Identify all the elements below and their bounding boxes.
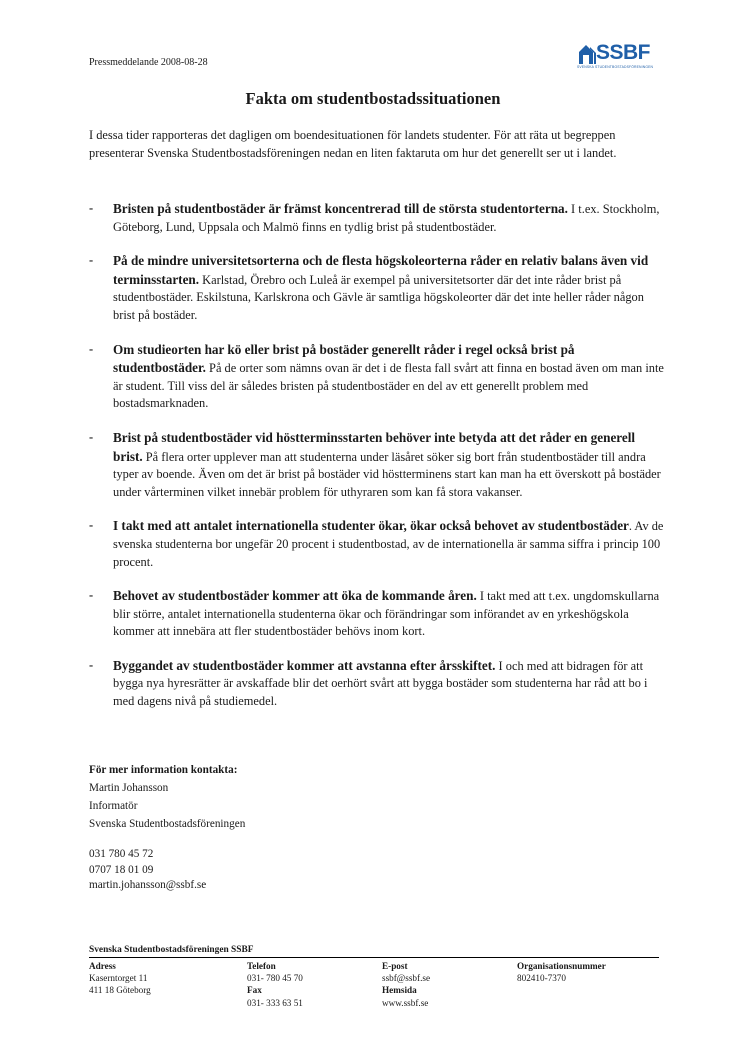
footer-web-label: Hemsida bbox=[382, 985, 417, 996]
footer-web-value[interactable]: www.ssbf.se bbox=[382, 997, 429, 1008]
fact-text: I takt med att t.ex. ungdomskullarna blir större, antalet internationella studenterna ökar och förändringar som införandet av en yrkeshögskola kommer att innebära att fler studentbostäder behövs inom kort. bbox=[113, 589, 660, 639]
footer-address-line2: 411 18 Göteborg bbox=[89, 985, 151, 996]
contact-mobile: 0707 18 01 09 bbox=[89, 863, 154, 876]
footer-orgnr bbox=[517, 960, 606, 984]
footer-fax-label: Fax bbox=[247, 985, 262, 996]
bullet-dash: - bbox=[89, 253, 94, 268]
fact-text: . Av de svenska studenterna bor ungefär 20 procent i studentbostad, av de internationella är samma siffra i princip 100 procent. bbox=[113, 519, 664, 569]
footer-phone-label: Telefon bbox=[247, 961, 276, 971]
footer-email-value[interactable]: ssbf@ssbf.se bbox=[382, 973, 431, 984]
bullet-dash: - bbox=[89, 201, 94, 215]
fact-item bbox=[89, 587, 664, 641]
bullet-dash: - bbox=[89, 518, 94, 533]
fact-text: Karlstad, Örebro och Luleå är exempel på universitetsorter där det inte råder brist på studentbostäder. Eskilstuna, Karlskrona och Gävle är samtliga högskoleorter där det inte heller råder någon brist på bostäder. bbox=[113, 272, 644, 322]
footer-divider bbox=[89, 957, 659, 958]
logo-subtext: SVENSKA STUDENTBOSTADSFÖRENINGEN bbox=[577, 65, 654, 69]
footer bbox=[89, 944, 659, 1008]
contact-phone: 031 780 45 72 bbox=[89, 848, 154, 860]
footer-orgnr-value: 802410-7370 bbox=[517, 973, 566, 984]
contact-role: Informatör bbox=[89, 800, 138, 812]
fact-text: På de orter som nämns ovan är det i de flesta fall svårt att finna en bostad även om man inte är student. Till viss del är således bristen på studentbostäder en del av ett generellt problem med bostadsmarknaden. bbox=[113, 361, 664, 411]
fact-lead: Byggandet av studentbostäder kommer att avstanna efter årsskiftet. bbox=[113, 657, 496, 673]
fact-text: På flera orter upplever man att studenterna under läsåret söker sig bort från studentbostäder till andra typer av boende. Även om det är brist på bostäder vid höstterminens start kan man ha ett överskott på bostäder under vårterminen vilket innebär problem för uthyraren som kan få stora vakanser. bbox=[113, 449, 661, 499]
contact-org: Svenska Studentbostadsföreningen bbox=[89, 818, 246, 830]
fact-lead: På de mindre universitetsorterna och de flesta högskoleorterna råder en relativ balans även vid terminsstarten. bbox=[113, 253, 649, 287]
fact-lead: Behovet av studentbostäder kommer att öka de kommande åren. bbox=[113, 588, 477, 604]
contact-email[interactable]: martin.johansson@ssbf.se bbox=[89, 879, 207, 891]
fact-item bbox=[89, 517, 664, 571]
intro-paragraph: I dessa tider rapporteras det dagligen om boendesituationen för landets studenter. För att räta ut begreppen presenterar Svenska Studentbostadsföreningen nedan en liten faktaruta om hur det generellt ser ut i landet. bbox=[89, 128, 617, 160]
footer-address-line1: Kaserntorget 11 bbox=[89, 973, 148, 984]
contact-heading: För mer information kontakta: bbox=[89, 764, 238, 776]
footer-email-label: E-post bbox=[382, 961, 408, 971]
fact-item bbox=[89, 200, 664, 236]
fact-item bbox=[89, 341, 664, 413]
fact-lead: Brist på studentbostäder vid höstterminsstarten behöver inte betyda att det råder en generell brist. bbox=[113, 429, 636, 464]
fact-item bbox=[89, 657, 664, 711]
fact-text: I t.ex. Stockholm, Göteborg, Lund, Uppsala och Malmö finns en tydlig brist på studentbostäder. bbox=[113, 202, 660, 234]
page-title: Fakta om studentbostadssituationen bbox=[245, 89, 501, 108]
bullet-dash: - bbox=[89, 341, 94, 356]
bullet-dash: - bbox=[89, 588, 94, 603]
contact-name: Martin Johansson bbox=[89, 782, 169, 794]
contact-details bbox=[89, 847, 206, 894]
logo-text: SSBF bbox=[596, 41, 651, 64]
dateline: Pressmeddelande 2008-08-28 bbox=[89, 57, 208, 68]
footer-phone bbox=[247, 960, 303, 1009]
fact-list bbox=[89, 200, 664, 727]
ssbf-logo bbox=[577, 42, 659, 72]
fact-lead: I takt med att antalet internationella studenter ökar, ökar också behovet av studentbostäder bbox=[113, 518, 629, 534]
fact-text: I och med att bidragen för att bygga nya hyresrätter är avskaffade blir det oerhört svårt att bygga bostäder som studenterna har råd att bo i med dagens nivå på studiemedel. bbox=[113, 658, 648, 709]
footer-fax-value: 031- 333 63 51 bbox=[247, 997, 303, 1008]
footer-phone-value: 031- 780 45 70 bbox=[247, 973, 303, 984]
bullet-dash: - bbox=[89, 429, 94, 444]
footer-email-web bbox=[382, 960, 430, 1009]
footer-orgnr-label: Organisationsnummer bbox=[517, 961, 606, 971]
fact-lead: Om studieorten har kö eller brist på bostäder generellt råder i regel också brist på studentbostäder. bbox=[113, 341, 575, 376]
footer-org-name: Svenska Studentbostadsföreningen SSBF bbox=[89, 945, 254, 955]
footer-address-label: Adress bbox=[89, 961, 116, 971]
fact-item bbox=[89, 429, 664, 501]
fact-lead: Bristen på studentbostäder är främst koncentrerad till de största studentorterna. bbox=[113, 201, 568, 216]
house-logo-icon bbox=[577, 43, 597, 65]
fact-item bbox=[89, 252, 664, 324]
contact-block bbox=[89, 761, 245, 833]
footer-address bbox=[89, 960, 151, 997]
bullet-dash: - bbox=[89, 657, 94, 672]
